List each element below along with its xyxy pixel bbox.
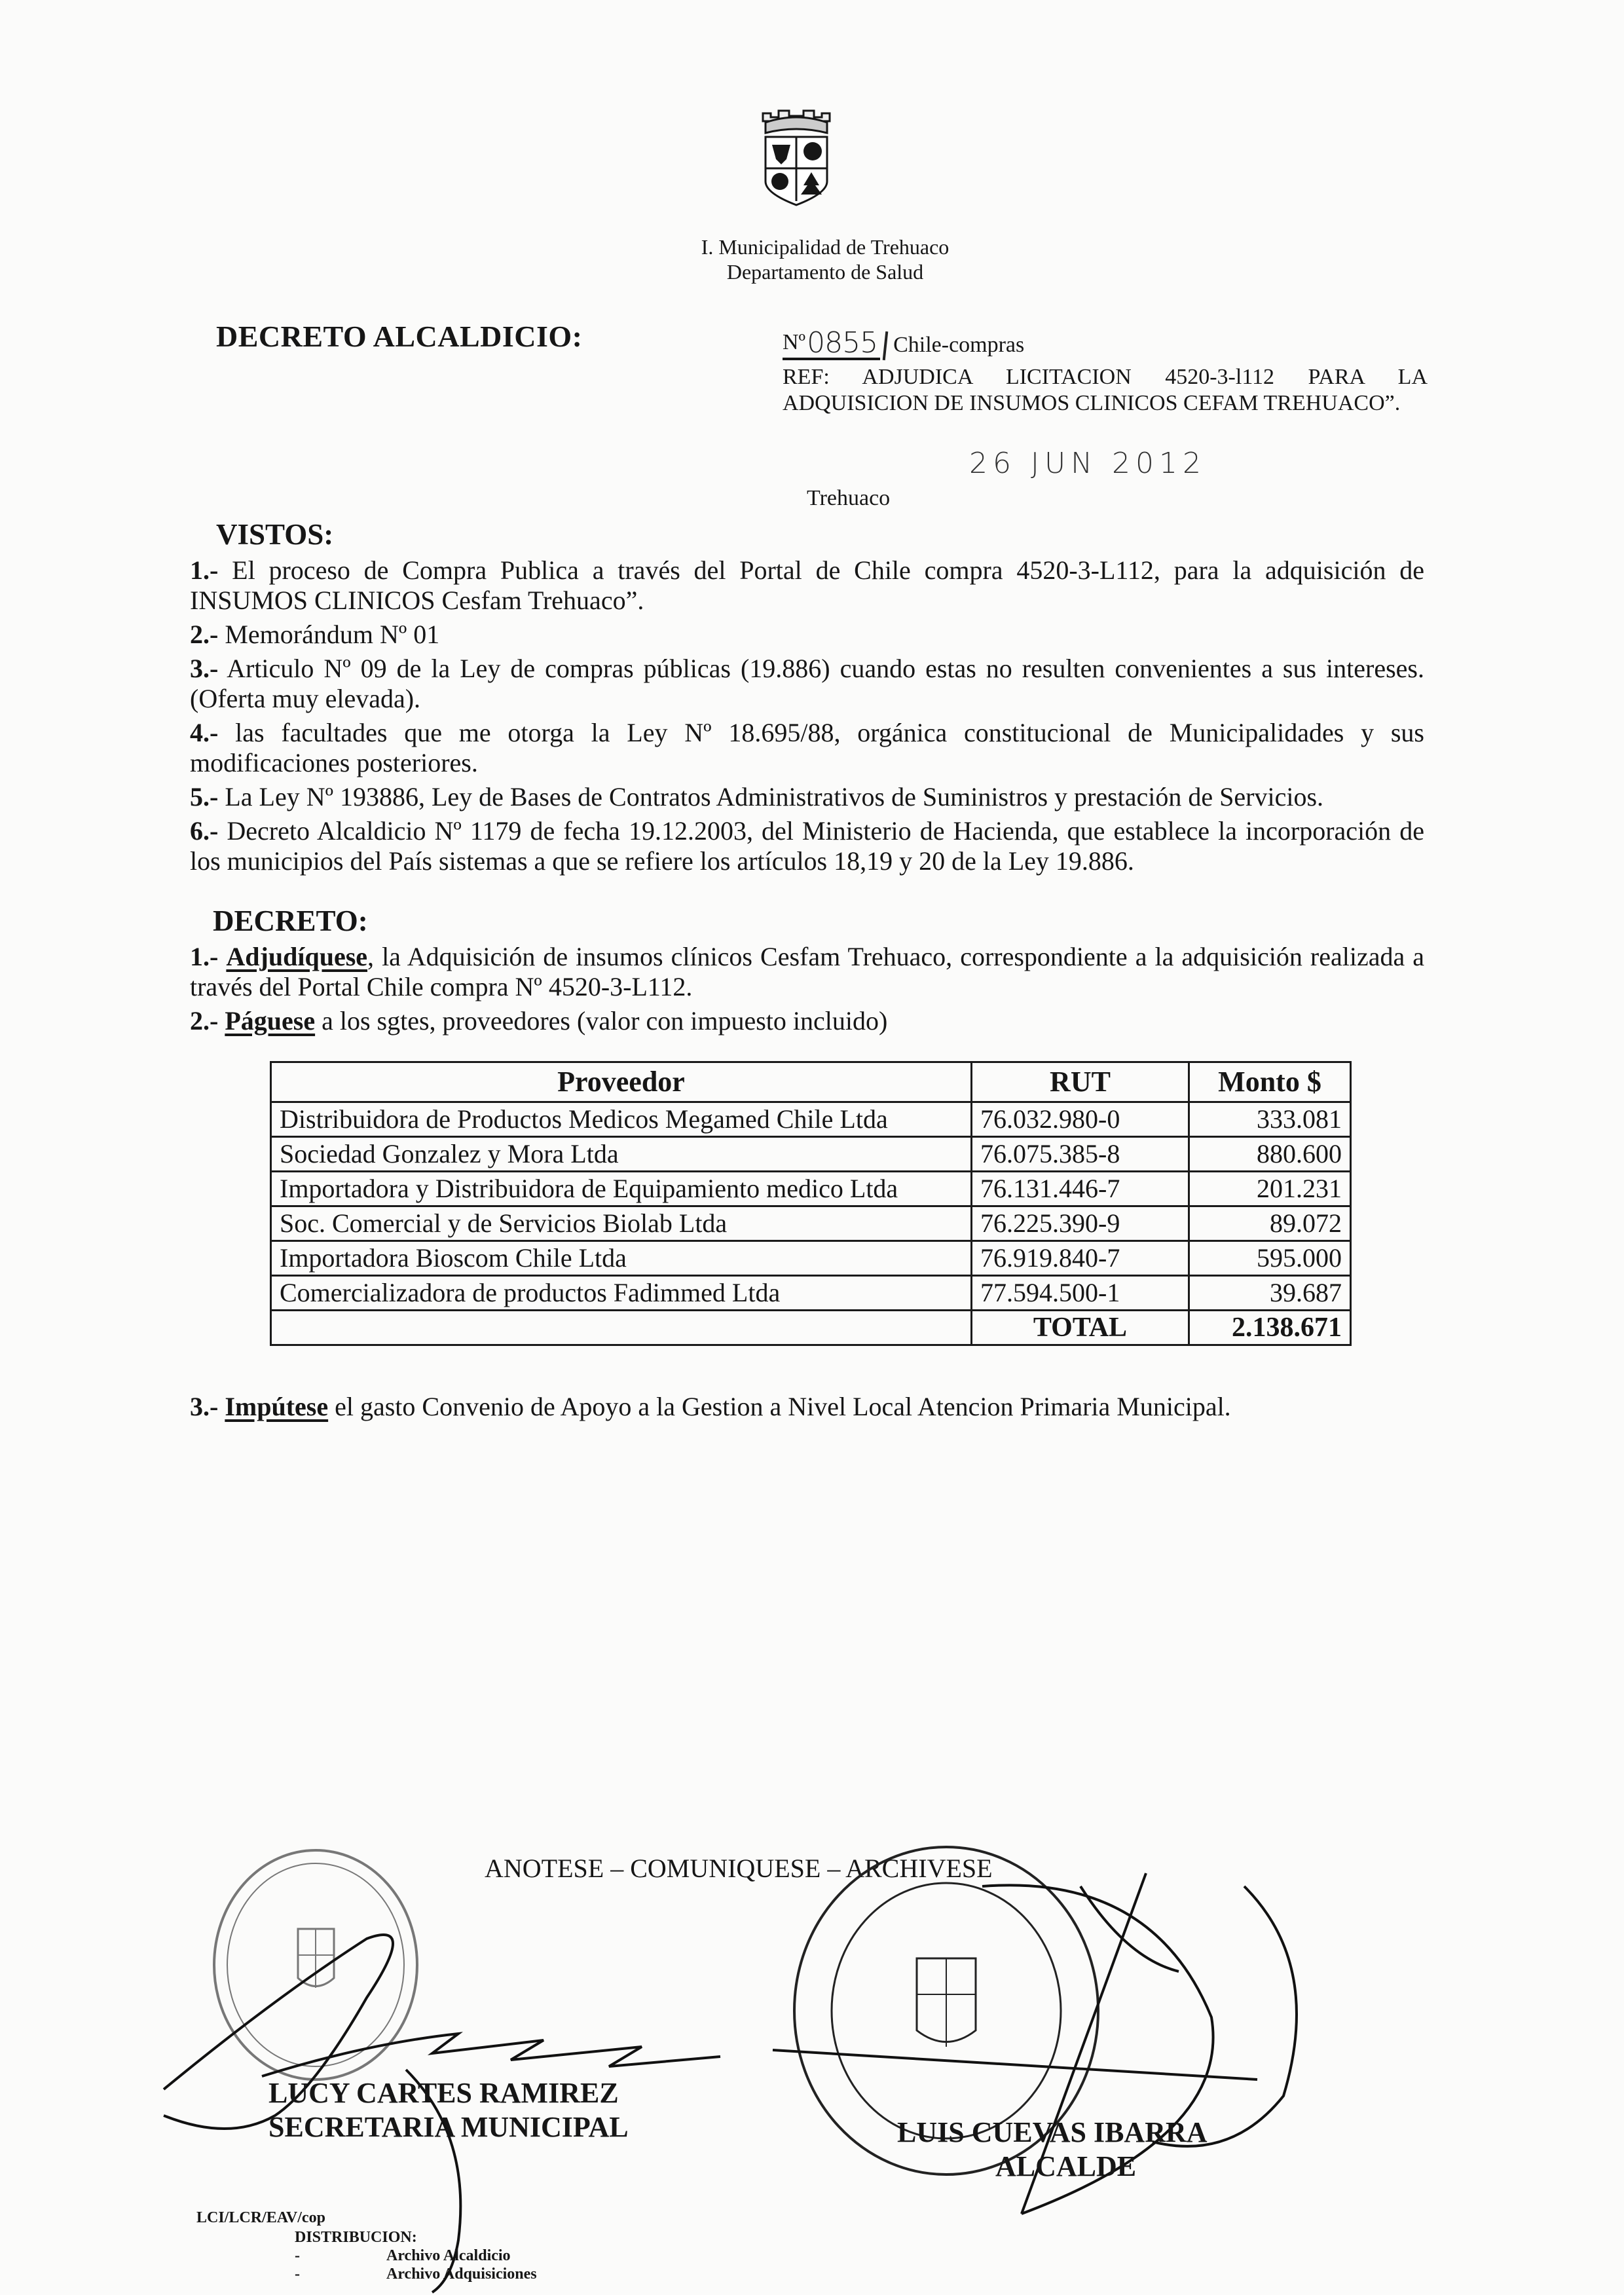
cell-proveedor: Distribuidora de Productos Medicos Megamed Chile Ltda (271, 1102, 972, 1137)
dist-text: Archivo Adquisiciones (386, 2266, 537, 2283)
decreto-item (190, 1392, 1424, 1422)
item-number: 1.- (190, 942, 219, 971)
decreto-item (190, 1006, 1424, 1036)
cell-rut: 76.225.390-9 (972, 1206, 1189, 1241)
decreto-heading: DECRETO: (213, 905, 368, 937)
item-keyword: Impútese (225, 1392, 329, 1421)
municipal-coat-of-arms-icon (756, 108, 836, 206)
cell-rut: 76.075.385-8 (972, 1137, 1189, 1172)
item-text: el gasto Convenio de Apoyo a la Gestion a Nivel Local Atencion Primaria Municipal. (328, 1392, 1231, 1421)
cell-empty (271, 1311, 972, 1345)
cell-monto: 333.081 (1189, 1102, 1351, 1137)
table-row (271, 1137, 1351, 1172)
distribution-item (295, 2265, 537, 2283)
dist-dash: - (295, 2247, 300, 2264)
item-text: Decreto Alcaldicio Nº 1179 de fecha 19.12.2003, del Ministerio de Hacienda, que establece la incorporación de los municipios del País sistemas a que se refiere los artículos 18,19 y 20 de la Ley 19.886. (190, 816, 1424, 876)
vistos-item (190, 620, 1424, 650)
initials-line: LCI/LCR/EAV/cop (196, 2209, 325, 2226)
distribution-item (295, 2247, 537, 2265)
cell-proveedor: Soc. Comercial y de Servicios Biolab Ltda (271, 1206, 972, 1241)
cell-proveedor: Sociedad Gonzalez y Mora Ltda (271, 1137, 972, 1172)
cell-monto: 595.000 (1189, 1241, 1351, 1276)
item-text: las facultades que me otorga la Ley Nº 18.695/88, orgánica constitucional de Municipalidades y sus modificaciones posteriores. (190, 718, 1424, 777)
vistos-item (190, 782, 1424, 812)
secretary-seal-icon (214, 1850, 417, 2080)
dist-dash: - (295, 2266, 300, 2283)
vistos-list (190, 555, 1424, 876)
dist-text: Archivo Alcaldicio (386, 2247, 511, 2264)
municipality-name: I. Municipalidad de Trehuaco (701, 235, 950, 259)
item-number: 5.- (190, 782, 219, 812)
vistos-item (190, 555, 1424, 616)
item-text: a los sgtes, proveedores (valor con impuesto incluido) (315, 1006, 888, 1036)
cell-rut: 77.594.500-1 (972, 1276, 1189, 1311)
item-number: 6.- (190, 816, 219, 846)
number-prefix: Nº (783, 330, 806, 354)
number-suffix: Chile-compras (893, 333, 1025, 357)
table-row (271, 1206, 1351, 1241)
providers-table (270, 1061, 1352, 1346)
item-text: Articulo Nº 09 de la Ley de compras públicas (19.886) cuando estas no resulten convenientes a sus intereses. (Oferta muy elevada). (190, 654, 1424, 713)
item-number: 3.- (190, 654, 219, 683)
date-stamp: 26 JUN 2012 (969, 447, 1207, 480)
cell-monto: 880.600 (1189, 1137, 1351, 1172)
item-number: 1.- (190, 555, 219, 585)
column-header-monto: Monto $ (1189, 1062, 1351, 1102)
document-body (190, 517, 1424, 1426)
total-value: 2.138.671 (1189, 1311, 1351, 1345)
item-number: 4.- (190, 718, 219, 747)
mayor-name: LUIS CUEVAS IBARRA (897, 2116, 1208, 2148)
item-text: La Ley Nº 193886, Ley de Bases de Contratos Administrativos de Suministros y prestación de Servicios. (225, 782, 1324, 812)
column-header-rut: RUT (972, 1062, 1189, 1102)
decreto-item (190, 942, 1424, 1002)
decreto-list (190, 942, 1424, 1036)
closing-formula: ANOTESE – COMUNIQUESE – ARCHIVESE (485, 1854, 993, 1883)
item-keyword: Adjudíquese (226, 942, 368, 971)
vistos-item (190, 718, 1424, 778)
place-name: Trehuaco (807, 486, 891, 510)
secretary-signature-block (268, 2076, 629, 2144)
item-keyword: Páguese (225, 1006, 316, 1036)
cell-rut: 76.919.840-7 (972, 1241, 1189, 1276)
item-number: 3.- (190, 1392, 219, 1421)
department-name: Departamento de Salud (726, 260, 924, 284)
item-text: El proceso de Compra Publica a través del Portal de Chile compra 4520-3-L112, para la adquisición de INSUMOS CLINICOS Cesfam Trehuaco”. (190, 555, 1425, 615)
mayor-role: ALCALDE (995, 2150, 1137, 2182)
vistos-item (190, 654, 1424, 714)
document-title: DECRETO ALCALDICIO: (216, 320, 583, 353)
organization-header (589, 234, 1061, 284)
reference-text: REF: ADJUDICA LICITACION 4520-3-l112 PARA LA ADQUISICION DE INSUMOS CLINICOS CEFAM TREHUACO”. (783, 365, 1428, 415)
cell-rut: 76.131.446-7 (972, 1172, 1189, 1206)
decree-number-line (783, 327, 1024, 360)
cell-proveedor: Comercializadora de productos Fadimmed Ltda (271, 1276, 972, 1311)
cell-proveedor: Importadora Bioscom Chile Ltda (271, 1241, 972, 1276)
cell-monto: 39.687 (1189, 1276, 1351, 1311)
decree-number-field (783, 327, 880, 360)
table-row (271, 1172, 1351, 1206)
handwritten-slash (883, 331, 889, 360)
decreto-list-continued (190, 1392, 1424, 1422)
item-text: Memorándum Nº 01 (225, 620, 440, 649)
item-number: 2.- (190, 1006, 219, 1036)
mayor-signature-block (897, 2116, 1208, 2184)
cell-monto: 201.231 (1189, 1172, 1351, 1206)
vistos-item (190, 816, 1424, 876)
column-header-proveedor: Proveedor (271, 1062, 972, 1102)
table-row (271, 1102, 1351, 1137)
vistos-heading: VISTOS: (216, 518, 334, 551)
secretary-role: SECRETARIA MUNICIPAL (268, 2111, 629, 2143)
distribution-block (295, 2228, 537, 2283)
handwritten-decree-number: 0855 (807, 326, 878, 360)
secretary-name: LUCY CARTES RAMIREZ (268, 2077, 619, 2109)
total-label: TOTAL (972, 1311, 1189, 1345)
cell-rut: 76.032.980-0 (972, 1102, 1189, 1137)
cell-monto: 89.072 (1189, 1206, 1351, 1241)
cell-proveedor: Importadora y Distribuidora de Equipamiento medico Ltda (271, 1172, 972, 1206)
table-total-row (271, 1311, 1351, 1345)
item-text: , la Adquisición de insumos clínicos Cesfam Trehuaco, correspondiente a la adquisición realizada a través del Portal Chile compra Nº 4520-3-L112. (190, 942, 1425, 1001)
table-header-row (271, 1062, 1351, 1102)
item-number: 2.- (190, 620, 219, 649)
table-row (271, 1276, 1351, 1311)
distribution-heading: DISTRIBUCION: (295, 2229, 417, 2246)
table-row (271, 1241, 1351, 1276)
